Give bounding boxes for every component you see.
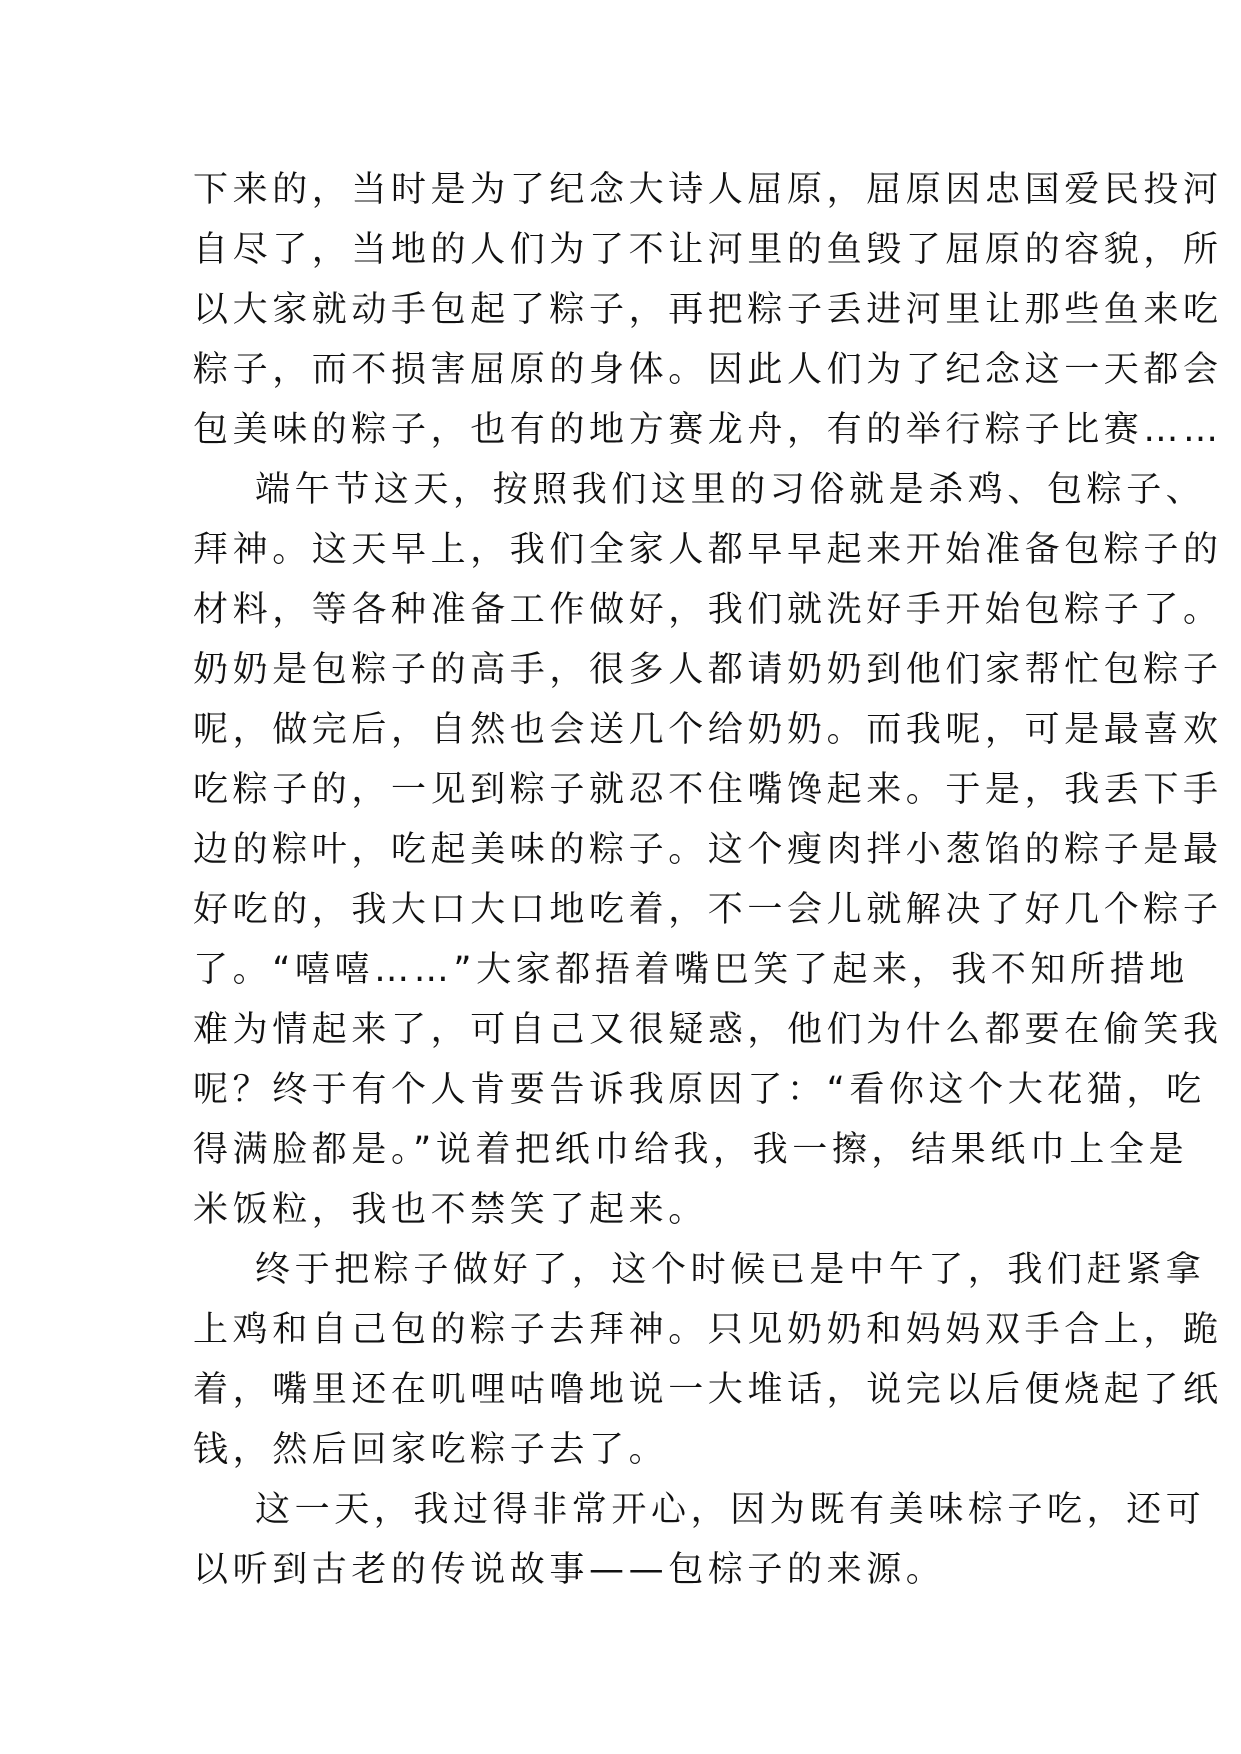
text-line: 上鸡和自己包的粽子去拜神。只见奶奶和妈妈双手合上，跪	[193, 1310, 1223, 1350]
text-line: 粽子，而不损害屈原的身体。因此人们为了纪念这一天都会	[193, 350, 1223, 390]
text-line: 米饭粒，我也不禁笑了起来。	[193, 1190, 708, 1230]
body-text	[193, 160, 1223, 1600]
text-line: 着，嘴里还在叽哩咕噜地说一大堆话，说完以后便烧起了纸	[193, 1370, 1223, 1410]
text-line: 钱，然后回家吃粽子去了。	[193, 1430, 669, 1470]
text-line: 奶奶是包粽子的高手，很多人都请奶奶到他们家帮忙包粽子	[193, 650, 1223, 690]
paragraph-start-line: 端午节这天，按照我们这里的习俗就是杀鸡、包粽子、	[255, 470, 1206, 510]
text-line: 呢？终于有个人肯要告诉我原因了：“看你这个大花猫，吃	[193, 1070, 1206, 1110]
text-line: 以听到古老的传说故事——包棕子的来源。	[193, 1550, 946, 1590]
text-line: 了。“嘻嘻……”大家都捂着嘴巴笑了起来，我不知所措地	[193, 950, 1189, 990]
paragraph-start-line: 这一天，我过得非常开心，因为既有美味棕子吃，还可	[255, 1490, 1206, 1530]
text-line: 好吃的，我大口大口地吃着，不一会儿就解决了好几个粽子	[193, 890, 1223, 930]
text-line: 包美味的粽子，也有的地方赛龙舟，有的举行粽子比赛……	[193, 410, 1223, 450]
text-line: 以大家就动手包起了粽子，再把粽子丢进河里让那些鱼来吃	[193, 290, 1223, 330]
text-line: 下来的，当时是为了纪念大诗人屈原，屈原因忠国爱民投河	[193, 170, 1223, 210]
text-line: 材料，等各种准备工作做好，我们就洗好手开始包粽子了。	[193, 590, 1223, 630]
text-line: 吃粽子的，一见到粽子就忍不住嘴馋起来。于是，我丢下手	[193, 770, 1223, 810]
text-line: 边的粽叶，吃起美味的粽子。这个瘦肉拌小葱馅的粽子是最	[193, 830, 1223, 870]
text-line: 拜神。这天早上，我们全家人都早早起来开始准备包粽子的	[193, 530, 1223, 570]
paragraph-start-line: 终于把粽子做好了，这个时候已是中午了，我们赶紧拿	[255, 1250, 1206, 1290]
text-line: 呢，做完后，自然也会送几个给奶奶。而我呢，可是最喜欢	[193, 710, 1223, 750]
text-line: 得满脸都是。”说着把纸巾给我，我一擦，结果纸巾上全是	[193, 1130, 1189, 1170]
text-line: 自尽了，当地的人们为了不让河里的鱼毁了屈原的容貌，所	[193, 230, 1223, 270]
text-line: 难为情起来了，可自己又很疑惑，他们为什么都要在偷笑我	[193, 1010, 1223, 1050]
